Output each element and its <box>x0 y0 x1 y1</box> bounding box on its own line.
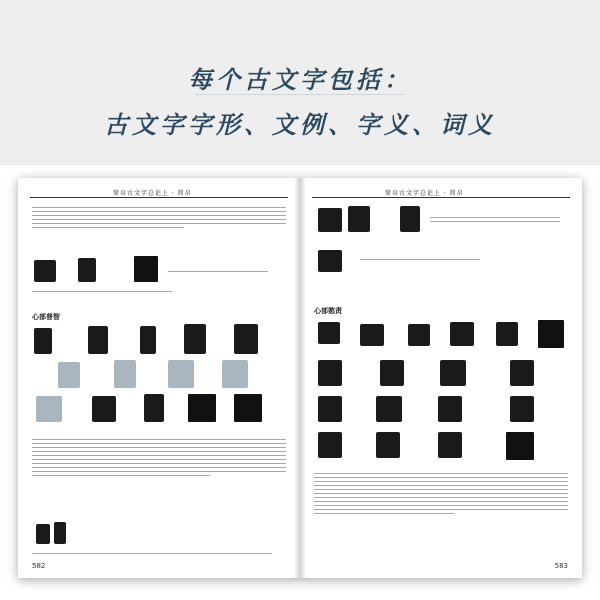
left-body-text-top <box>32 204 286 252</box>
glyph-image <box>34 260 56 282</box>
glyph-image <box>510 396 534 422</box>
glyph-image <box>380 360 404 386</box>
glyph-image <box>184 324 206 354</box>
glyph-image <box>496 322 518 346</box>
banner-divider <box>195 94 405 95</box>
right-page-number: 583 <box>554 562 568 570</box>
left-page <box>18 178 300 578</box>
glyph-image <box>510 360 534 386</box>
right-entry-note <box>430 214 560 232</box>
glyph-image <box>348 206 370 232</box>
glyph-image <box>188 394 216 422</box>
left-note-line <box>32 288 172 298</box>
book-spread <box>18 178 582 578</box>
glyph-image <box>318 432 342 458</box>
right-header-rule <box>312 197 570 198</box>
glyph-image <box>234 394 262 422</box>
right-body-text <box>314 470 568 556</box>
glyph-image <box>318 360 342 386</box>
glyph-image <box>144 394 164 422</box>
glyph-image <box>440 360 466 386</box>
top-banner <box>0 0 600 165</box>
banner-title-line2: 古文字字形、文例、字义、词义 <box>104 111 496 139</box>
left-page-number: 582 <box>32 562 46 570</box>
glyph-image <box>168 360 194 388</box>
glyph-image <box>360 324 384 346</box>
left-running-head: 简帛古文字总论上 · 简帛 <box>113 190 192 197</box>
left-footer-note <box>32 550 272 560</box>
glyph-image <box>222 360 248 388</box>
right-page <box>300 178 582 578</box>
glyph-image <box>400 206 420 232</box>
glyph-image <box>34 328 52 354</box>
glyph-image <box>54 522 66 544</box>
glyph-image <box>318 250 342 272</box>
left-body-text-bottom <box>32 436 286 518</box>
glyph-image <box>506 432 534 460</box>
right-running-head: 简帛古文字总论上 · 简帛 <box>385 190 464 197</box>
glyph-image <box>134 256 158 282</box>
glyph-caption <box>168 268 268 278</box>
glyph-image <box>438 432 462 458</box>
glyph-image <box>538 320 564 348</box>
glyph-image <box>450 322 474 346</box>
left-header-rule <box>30 197 288 198</box>
glyph-image <box>58 362 80 388</box>
glyph-image <box>114 360 136 388</box>
glyph-image <box>36 524 50 544</box>
glyph-image <box>376 432 400 458</box>
glyph-image <box>92 396 116 422</box>
glyph-image <box>140 326 156 354</box>
left-section-title: 心部普智 <box>32 313 60 321</box>
right-section-title: 心部愍责 <box>314 307 342 315</box>
right-entry-note <box>360 256 480 266</box>
glyph-image <box>78 258 96 282</box>
glyph-image <box>376 396 402 422</box>
glyph-image <box>318 396 342 422</box>
glyph-image <box>36 396 62 422</box>
glyph-image <box>318 322 340 344</box>
book-gutter <box>294 178 306 578</box>
banner-title-line1: 每个古文字包括： <box>188 66 412 94</box>
glyph-image <box>234 324 258 354</box>
glyph-image <box>408 324 430 346</box>
glyph-image <box>88 326 108 354</box>
glyph-image <box>438 396 462 422</box>
glyph-image <box>318 208 342 232</box>
